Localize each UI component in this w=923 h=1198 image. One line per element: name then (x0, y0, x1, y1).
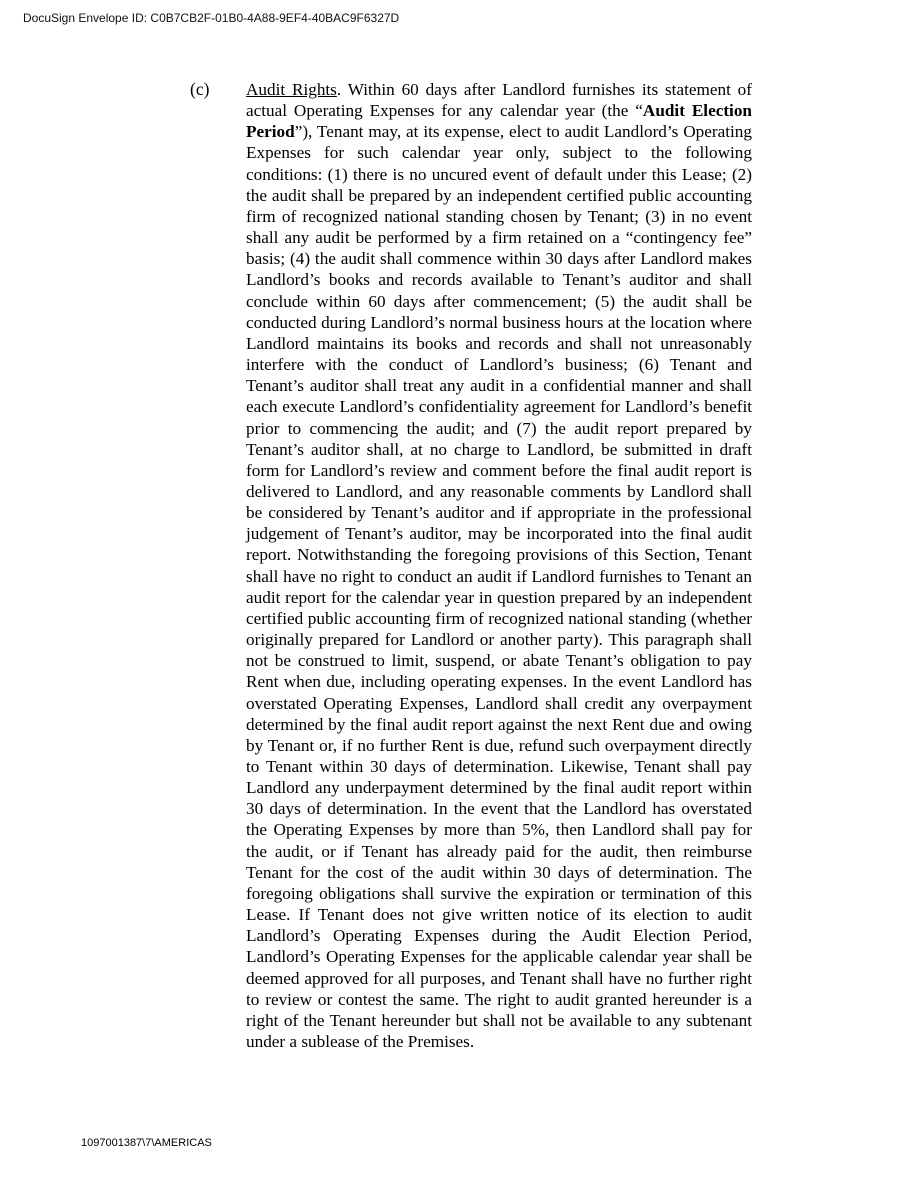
audit-rights-paragraph (246, 79, 752, 1052)
heading-punctuation: . (336, 80, 342, 99)
paragraph-text-part-2: ”), Tenant may, at its expense, elect to audit Landlord’s Operating Expenses for such calendar year only, subject to the following conditions: (1) there is no uncured event of default under this Lease; (2) the audit shall be prepared by an independent certified public accounting firm of recognized national standing chosen by Tenant; (3) in no event shall any audit be performed by a firm retained on a “contingency fee” basis; (4) the audit shall commence within 30 days after Landlord makes Landlord’s books and records available to Tenant’s auditor and shall conclude within 60 days after commencement; (5) the audit shall be conducted during Landlord’s normal business hours at the location where Landlord maintains its books and records and shall not unreasonably interfere with the conduct of Landlord’s business; (6) Tenant and Tenant’s auditor shall treat any audit in a confidential manner and shall each execute Landlord’s confidentiality agreement for Landlord’s benefit prior to commencing the audit; and (7) the audit report prepared by Tenant’s auditor shall, at no charge to Landlord, be submitted in draft form for Landlord’s review and comment before the final audit report is delivered to Landlord, and any reasonable comments by Landlord shall be considered by Tenant’s auditor and if appropriate in the professional judgement of Tenant’s auditor, may be incorporated into the final audit report. Notwithstanding the foregoing provisions of this Section, Tenant shall have no right to conduct an audit if Landlord furnishes to Tenant an audit report for the calendar year in question prepared by an independent certified public accounting firm of recognized national standing (whether originally prepared for Landlord or another party). This paragraph shall not be construed to limit, suspend, or abate Tenant’s obligation to pay Rent when due, including operating expenses. In the event Landlord has overstated Operating Expenses, Landlord shall credit any overpayment determined by the final audit report against the next Rent due and owing by Tenant or, if no further Rent is due, refund such overpayment directly to Tenant within 30 days of determination. Likewise, Tenant shall pay Landlord any underpayment determined by the final audit report within 30 days of determination. In the event that the Landlord has overstated the Operating Expenses by more than 5%, then Landlord shall pay for the audit, or if Tenant has already paid for the audit, then reimburse Tenant for the cost of the audit within 30 days of determination. The foregoing obligations shall survive the expiration or termination of this Lease. If Tenant does not give written notice of its election to audit Landlord’s Operating Expenses during the Audit Election Period, Landlord’s Operating Expenses for the applicable calendar year shall be deemed approved for all purposes, and Tenant shall have no further right to review or contest the same. The right to audit granted hereunder is a right of the Tenant hereunder but shall not be available to any subtenant under a sublease of the Premises. (246, 122, 752, 1052)
defined-term: Audit Election Period (246, 101, 752, 142)
section-label: (c) (190, 79, 210, 99)
document-id-footer: 1097001387\7\AMERICAS (81, 1137, 212, 1149)
paragraph-text-part-1: Within 60 days after Landlord furnishes its statement of actual Operating Expenses for any calendar year (the “ (246, 80, 752, 121)
section-heading: Audit Rights (246, 80, 337, 99)
docusign-envelope-id: DocuSign Envelope ID: C0B7CB2F-01B0-4A88-9EF4-40BAC9F6327D (23, 11, 400, 25)
